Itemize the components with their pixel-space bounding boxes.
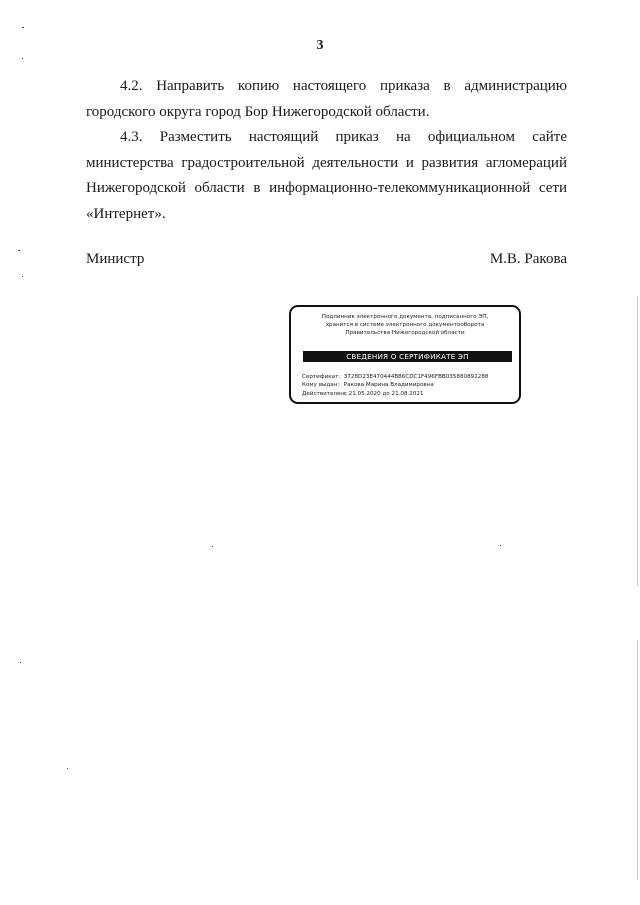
- scan-edge-line: [637, 640, 638, 880]
- stamp-intro-line: Правительства Нижегородской области: [345, 330, 465, 336]
- signatory-position: Министр: [86, 251, 145, 267]
- scan-speck: [500, 545, 501, 546]
- issued-to-value: Ракова Марина Владимировна: [343, 382, 434, 389]
- paragraph-4-3: 4.3. Разместить настоящий приказ на официальном сайте министерства градостроительной деятельности и развития агломераций Нижегородской области в информационно-телекоммуникационной сети «Интернет».: [86, 129, 567, 222]
- scan-speck: [22, 276, 23, 277]
- signature-block: [86, 251, 567, 268]
- stamp-intro-line: Подлинник электронного документа, подписанного ЭП,: [321, 314, 489, 320]
- certificate-row: [302, 373, 513, 381]
- document-body: [86, 74, 567, 227]
- scan-speck: [20, 662, 21, 663]
- signatory-name: М.В. Ракова: [489, 251, 567, 267]
- valid-label: Действителен:: [302, 390, 346, 397]
- scan-speck: [67, 768, 68, 769]
- valid-value: с 21.05.2020 до 21.08.2021: [343, 390, 424, 397]
- scan-speck: [22, 27, 24, 28]
- electronic-signature-stamp: [289, 305, 521, 404]
- stamp-intro: [297, 313, 513, 337]
- scan-speck: [18, 250, 20, 251]
- paragraph-4-2: 4.2. Направить копию настоящего приказа в администрацию городского округа город Бор Нижегородской области.: [86, 78, 567, 120]
- page-number: 3: [316, 38, 324, 53]
- issued-to-row: [302, 381, 513, 389]
- scan-speck: [22, 58, 23, 59]
- certificate-label: Сертификат:: [302, 374, 341, 380]
- scan-speck: [212, 546, 213, 547]
- stamp-intro-line: хранится в системе электронного документооборота: [325, 322, 485, 328]
- stamp-header: СВЕДЕНИЯ О СЕРТИФИКАТЕ ЭП: [303, 351, 512, 362]
- scan-edge-line: [637, 296, 638, 586]
- certificate-value: 3728D23E470444B86CDC1F496FBB035880891288: [343, 374, 489, 380]
- valid-row: [302, 390, 513, 398]
- issued-to-label: Кому выдан:: [302, 382, 340, 389]
- stamp-fields: [302, 373, 513, 398]
